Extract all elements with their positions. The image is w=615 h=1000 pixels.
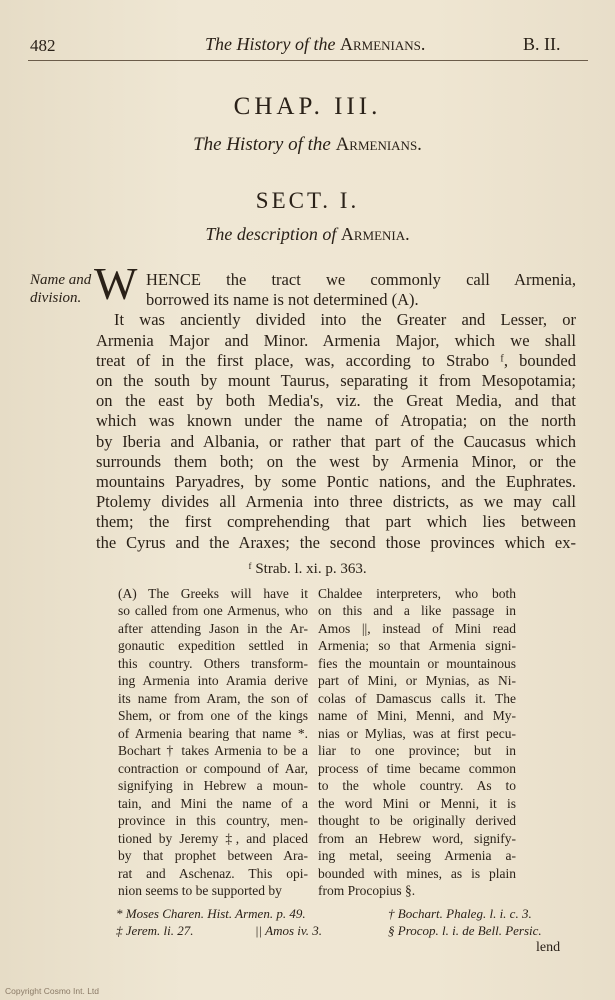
note-line: province in this country, men- bbox=[118, 813, 308, 829]
note-line: this country. Others transform- bbox=[118, 655, 308, 671]
note-line: part of Mini, or Mynias, as Ni- bbox=[318, 673, 516, 689]
note-line: nion seems to be supported by bbox=[118, 883, 282, 899]
header-rule bbox=[28, 60, 588, 61]
footnote-dagger: † Bochart. Phaleg. l. i. c. 3. bbox=[388, 905, 532, 921]
note-line: its name from Aram, the son of bbox=[118, 690, 308, 706]
body-line: mountains Paryadres, by some Pontic nations, and the Euphrates. bbox=[96, 472, 576, 491]
note-line: after attending Jason in the Ar- bbox=[118, 620, 308, 636]
note-line: Amos ||, instead of Mini read bbox=[318, 620, 516, 636]
note-line: Bochart † takes Armenia to be a bbox=[118, 743, 308, 759]
note-line: ing metal, seeing Armenia a- bbox=[318, 848, 516, 864]
note-column-right bbox=[318, 585, 516, 900]
note-line: the word Mini or Menni, it is bbox=[318, 795, 516, 811]
note-line: to the whole country. As to bbox=[318, 778, 516, 794]
note-line: rat and Aschenaz. This opi- bbox=[118, 865, 308, 881]
note-column-left bbox=[118, 585, 308, 900]
note-line: signifying in Hebrew a moun- bbox=[118, 778, 308, 794]
footnote-ddagger: ‡ Jerem. li. 27. bbox=[116, 922, 194, 938]
chapter-title: CHAP. III. bbox=[233, 93, 382, 120]
note-line: gonautic expedition settled in bbox=[118, 638, 308, 654]
body-line: on the east by both Media's, viz. the Great Media, and that bbox=[96, 391, 576, 411]
body-line: on the south by mount Taurus, separating it from Mesopotamia; bbox=[96, 371, 576, 390]
note-line: (A) The Greeks will have it bbox=[118, 585, 308, 601]
page-number: 482 bbox=[30, 36, 56, 55]
section-subtitle: The description of Armenia. bbox=[205, 224, 410, 244]
note-line: bounded with mines, as is plain bbox=[318, 865, 516, 881]
body-line: them; the first comprehending that part which lies between bbox=[96, 512, 576, 532]
catchword: lend bbox=[536, 939, 561, 955]
body-line: Armenia Major and Minor. Armenia Major, which we shall bbox=[96, 330, 576, 350]
note-line: tain, and Mini the name of a bbox=[118, 795, 308, 811]
footnote-par: || Amos iv. 3. bbox=[255, 922, 322, 938]
chapter-subtitle: The History of the Armenians. bbox=[193, 134, 422, 155]
section-title: SECT. I. bbox=[255, 188, 360, 213]
note-line: tioned by Jeremy ‡, and placed bbox=[118, 830, 308, 846]
body-line: Ptolemy divides all Armenia into three districts, as we may call bbox=[96, 492, 576, 512]
body-line: surrounds them both; on the west by Armenia Minor, or the bbox=[96, 451, 576, 471]
body-line: which was known under the name of Atropatia; on the north bbox=[96, 411, 576, 431]
body-line: HENCE the tract we commonly call Armenia, bbox=[146, 270, 576, 289]
footnote-star: * Moses Charen. Hist. Armen. p. 49. bbox=[116, 905, 306, 921]
note-line: thought to be originally derived bbox=[318, 813, 516, 829]
note-line: Shem, or from one of the kings bbox=[118, 708, 308, 724]
note-line: fies the mountain or mountainous bbox=[318, 655, 516, 671]
note-line: Chaldee interpreters, who both bbox=[318, 585, 516, 601]
note-line: name of Mini, Menni, and My- bbox=[318, 708, 516, 724]
running-head: The History of the Armenians. bbox=[205, 34, 426, 54]
note-line: liar to one province; but in bbox=[318, 743, 516, 759]
margin-note: division. bbox=[30, 290, 82, 306]
footnote-f: ᶠ Strab. l. xi. p. 363. bbox=[248, 560, 367, 577]
margin-note: Name and bbox=[30, 272, 92, 288]
footnote-sect: § Procop. l. i. de Bell. Persic. bbox=[388, 922, 542, 938]
body-line: treat of in the first place, was, according to Strabo ᶠ, bounded bbox=[96, 350, 576, 370]
note-line: from Procopius §. bbox=[318, 883, 416, 899]
note-line: ing Armenia into Aramia derive bbox=[118, 673, 308, 689]
body-line: borrowed its name is not determined (A). bbox=[146, 290, 419, 310]
note-line: from an Hebrew word, signify- bbox=[318, 830, 516, 846]
body-line: by Iberia and Albania, or rather that part of the Caucasus which bbox=[96, 431, 576, 451]
note-line: process of time became common bbox=[318, 760, 516, 776]
body-line: It was anciently divided into the Greater and Lesser, or bbox=[114, 310, 576, 330]
book-number: B. II. bbox=[523, 34, 561, 54]
note-line: on this and a like passage in bbox=[318, 603, 516, 619]
note-line: colas of Damascus calls it. The bbox=[318, 690, 516, 706]
note-line: contraction or compound of Aar, bbox=[118, 760, 308, 776]
drop-cap: W bbox=[94, 258, 138, 309]
note-line: so called from one Armenus, who bbox=[118, 603, 308, 619]
note-line: nias or Mylias, was at first pecu- bbox=[318, 725, 516, 741]
watermark: Copyright Cosmo Int. Ltd bbox=[5, 986, 100, 996]
note-line: Armenia; so that Armenia signi- bbox=[318, 638, 516, 654]
note-line: by that prophet between Ara- bbox=[118, 848, 308, 864]
body-line: the Cyrus and the Araxes; the second those provinces which ex- bbox=[96, 532, 576, 552]
note-line: of Armenia bearing that name *. bbox=[118, 725, 308, 741]
